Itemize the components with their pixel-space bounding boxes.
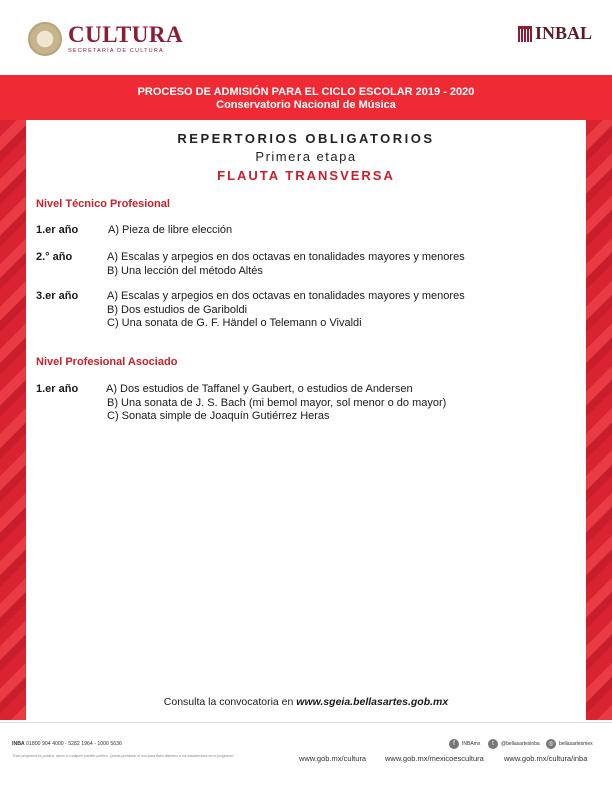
repertoire-item: C) Una sonata de G. F. Händel o Telemann o Vivaldi	[107, 317, 362, 329]
footer-link-cultura[interactable]: www.gob.mx/cultura	[299, 754, 367, 763]
header	[0, 0, 612, 75]
repertoire-item: B) Dos estudios de Gariboldi	[107, 303, 248, 316]
admission-banner	[0, 75, 612, 120]
mexico-seal-icon	[28, 22, 62, 56]
footer-phone	[12, 741, 122, 747]
cultura-logo[interactable]	[28, 22, 183, 56]
year-label: 2.° año	[36, 251, 73, 263]
repertoire-list	[107, 251, 465, 278]
social-twitter[interactable]	[488, 739, 540, 749]
repertoire-item: A) Pieza de libre elección	[108, 224, 233, 236]
right-decorative-pattern	[586, 120, 612, 720]
year-label: 1.er año	[36, 383, 79, 395]
footer-phone-numbers: 01800 904 4000 - 5282 1964 - 1000 5636	[24, 741, 122, 747]
year-label: 3.er año	[36, 290, 79, 302]
section-heading: Nivel Técnico Profesional	[36, 198, 170, 210]
social-facebook[interactable]	[449, 739, 480, 749]
repertoire-list	[107, 290, 465, 331]
repertoire-item: A) Dos estudios de Taffanel y Gaubert, o estudios de Andersen	[106, 383, 413, 395]
footer-divider	[0, 722, 612, 723]
facebook-icon: f	[449, 739, 459, 749]
instagram-icon: ◎	[546, 739, 556, 749]
page-title: REPERTORIOS OBLIGATORIOS	[177, 131, 435, 146]
inbal-logo[interactable]	[518, 23, 592, 44]
banner-line-1: PROCESO DE ADMISIÓN PARA EL CICLO ESCOLAR 2019 - 2020	[137, 86, 475, 98]
footer-disclaimer: "Este programa es público, ajeno a cualquier partido político. Queda prohibido el uso para fines distintos a los establecidos en el programa"	[12, 754, 234, 758]
section-heading: Nivel Profesional Asociado	[36, 356, 178, 368]
repertoire-item: A) Escalas y arpegios en dos octavas en tonalidades mayores y menores	[107, 251, 465, 263]
consulta-line	[0, 696, 612, 708]
banner-line-2: Conservatorio Nacional de Música	[216, 99, 396, 111]
instrument-title: FLAUTA TRANSVERSA	[217, 168, 395, 183]
footer-link-mexicoescultura[interactable]: www.gob.mx/mexicoescultura	[385, 754, 484, 763]
social-instagram[interactable]	[546, 739, 593, 749]
cultura-logo-text: CULTURA	[68, 22, 184, 47]
footer-link-inba[interactable]: www.gob.mx/cultura/inba	[504, 754, 588, 763]
social-handle: @bellasartesinba	[501, 741, 540, 747]
repertoire-list	[106, 383, 446, 424]
consulta-text: Consulta la convocatoria en	[163, 696, 297, 708]
repertoire-item: B) Una sonata de J. S. Bach (mi bemol mayor, sol menor o do mayor)	[107, 396, 447, 409]
cultura-logo-subtitle: SECRETARÍA DE CULTURA	[68, 48, 164, 54]
twitter-icon: t	[488, 739, 498, 749]
convocatoria-link[interactable]: www.sgeia.bellasartes.gob.mx	[296, 696, 449, 708]
year-label: 1.er año	[36, 224, 79, 236]
social-handle: bellasartesmex	[559, 741, 593, 747]
stage-subtitle: Primera etapa	[255, 149, 357, 164]
inbal-logo-text: INBAL	[534, 23, 592, 43]
repertoire-item: B) Una lección del método Altés	[107, 264, 263, 277]
repertoire-list	[108, 224, 232, 238]
footer-phone-label: INBA	[12, 741, 25, 747]
social-handle: INBAmx	[462, 741, 481, 747]
left-decorative-pattern	[0, 120, 26, 720]
repertoire-item: A) Escalas y arpegios en dos octavas en tonalidades mayores y menores	[107, 290, 465, 302]
palacio-bellas-artes-icon	[518, 26, 532, 42]
repertoire-item: C) Sonata simple de Joaquín Gutiérrez Heras	[107, 410, 330, 422]
